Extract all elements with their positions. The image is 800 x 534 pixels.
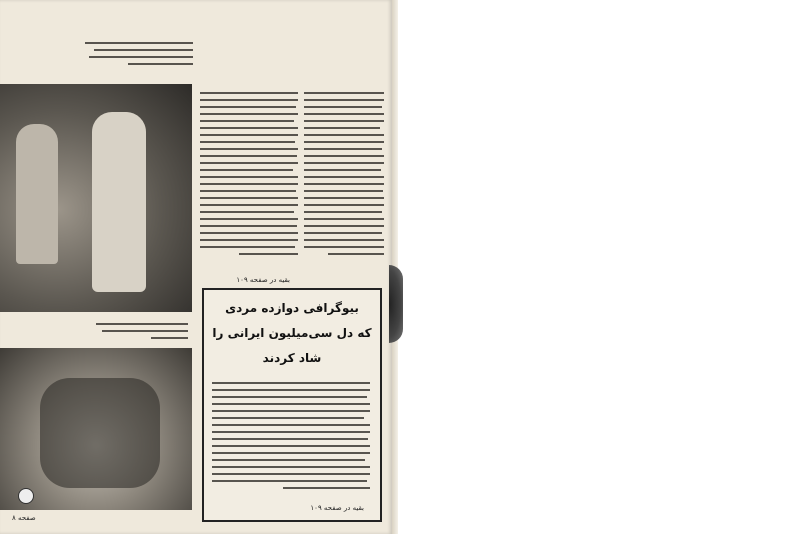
- headline-line-3: شاد کردند: [262, 351, 322, 365]
- football-photo: [0, 348, 192, 510]
- right-text-column: [304, 92, 384, 282]
- football-players-figures: [40, 378, 160, 488]
- biography-headline: [204, 296, 380, 371]
- dance-photo: [0, 84, 192, 312]
- headline-line-1: بیوگرافی دوازده مردی: [225, 301, 359, 315]
- biography-body-text: [212, 382, 370, 498]
- page-number: صفحه ۸: [12, 514, 36, 522]
- headline-line-2: که دل سی‌میلیون ایرانی را: [212, 326, 372, 340]
- middle-text-column: [200, 92, 298, 274]
- magazine-page: [0, 0, 392, 534]
- football-ball: [18, 488, 34, 504]
- continued-note-top: بقیه در صفحه ۱۰۹: [236, 276, 290, 284]
- continued-note-box: بقیه در صفحه ۱۰۹: [310, 504, 364, 512]
- biography-box: [202, 288, 382, 522]
- dancing-woman-figure: [16, 124, 58, 264]
- dancing-man-figure: [92, 112, 146, 292]
- top-caption-text: [85, 42, 193, 76]
- page-tab-shadow: [389, 265, 403, 343]
- dance-photo-caption: [96, 323, 188, 345]
